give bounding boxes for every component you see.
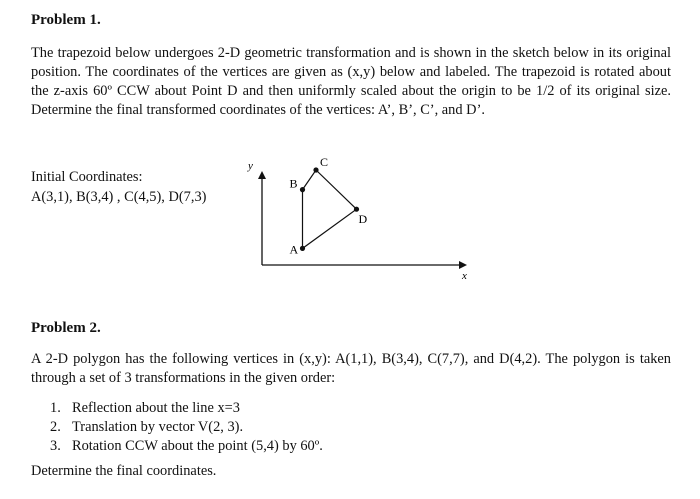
x-axis-label: x [462,270,467,282]
step-item: 2. Translation by vector V(2, 3). [50,419,244,435]
problem-2-title: Problem 2. [31,320,101,336]
vertex-c-label: C [320,155,329,169]
problem-1-body: The trapezoid below undergoes 2-D geometric transformation and is shown in the sketch below in its original position. The coordinates of the vertices are given as (x,y) below and labeled. The trapezoid is rotated about the z-axis 60º CCW about Point D and then uniformly scaled about the origin to be 1/2 of its original size. Determine the final transformed coordinates of the vertices: A’, B’, C’, and D’. [31,45,671,118]
vertex-b-label: B [289,176,298,191]
problem-2-body: A 2-D polygon has the following vertices in (x,y): A(1,1), B(3,4), C(7,7), and D(4,2). The polygon is taken through a set of 3 transformations in the given order: [31,351,671,386]
vertex-d-point [354,207,359,212]
vertex-a-point [300,246,305,251]
step-item: 3. Rotation CCW about the point (5,4) by 60º. [50,438,323,454]
trapezoid-sketch [240,155,470,295]
problem-1-title: Problem 1. [31,12,101,28]
initial-coordinates-label: Initial Coordinates: [31,169,143,185]
y-axis-label: y [248,160,253,172]
vertex-a-label: A [289,242,299,257]
vertex-b-point [300,187,305,192]
problem-2-closing: Determine the final coordinates. [31,463,217,479]
vertex-d-label: D [358,212,368,227]
trapezoid-shape [303,170,357,248]
initial-coordinates [31,167,206,207]
vertex-c-point [313,167,318,172]
transformation-steps [50,399,323,456]
step-item: 1. Reflection about the line x=3 [50,400,240,416]
initial-coordinates-values: A(3,1), B(3,4) , C(4,5), D(7,3) [31,189,207,205]
